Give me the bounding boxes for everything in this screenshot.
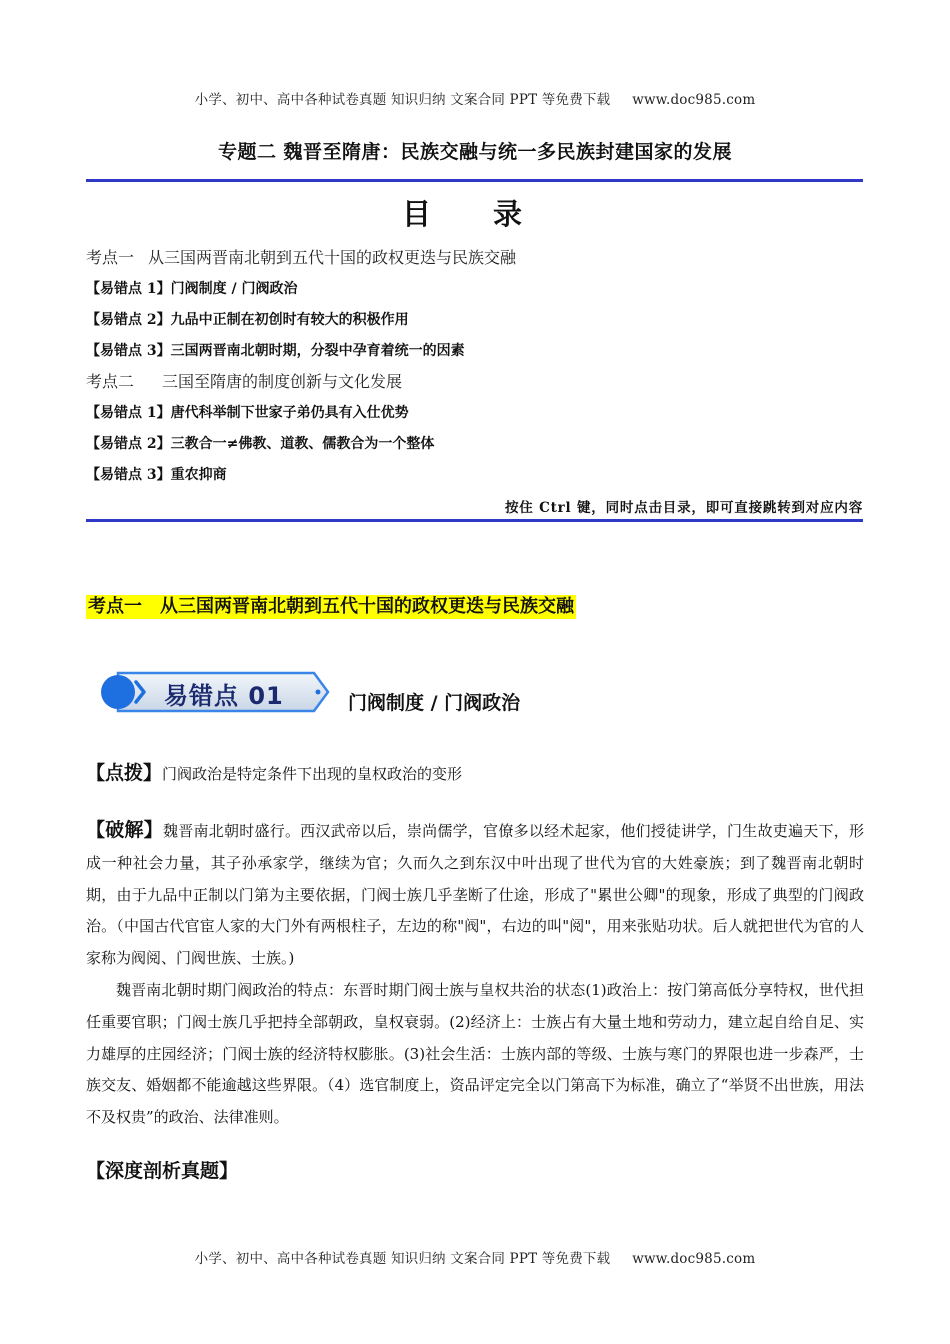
document-title: 专题二 魏晋至隋唐：民族交融与统一多民族封建国家的发展	[217, 141, 733, 163]
toc-section-1[interactable]	[86, 246, 863, 277]
toc-point-2-3[interactable]: 【易错点 3】重农抑商	[86, 467, 227, 483]
toc-point-2-2[interactable]: 【易错点 2】三教合一≠佛教、道教、儒教合为一个整体	[86, 436, 435, 452]
toc-title: 目 录	[401, 197, 549, 231]
error-point-badge	[100, 670, 330, 714]
toc-divider	[86, 519, 863, 522]
toc-section-title: 从三国两晋南北朝到五代十国的政权更迭与民族交融	[148, 248, 517, 267]
analysis-paragraph-1	[86, 815, 864, 975]
header-url[interactable]: www.doc985.com	[632, 92, 756, 108]
analysis-text-1: 魏晋南北朝时盛行。西汉武帝以后，崇尚儒学，官僚多以经术起家，他们授徒讲学，门生故吏遍天下，形成一种社会力量，其子孙承家学，继续为官；久而久之到东汉中叶出现了世代为官的大姓豪族；到了魏晋南北朝时期，由于九品中正制以门第为主要依据，门阀士族几乎垄断了仕途，形成了"累世公卿"的现象，形成了典型的门阀政治。（中国古代官宦人家的大门外有两根柱子，左边的称"阀"，右边的叫"阅"，用来张贴功状。后人就把世代为官的人家称为阀阅、门阀世族、士族。)	[86, 822, 864, 968]
section-title: 从三国两晋南北朝到五代十国的政权更迭与民族交融	[160, 596, 574, 617]
footer-text: 小学、初中、高中各种试卷真题 知识归纳 文案合同 PPT 等免费下载	[194, 1251, 611, 1267]
title-divider	[86, 179, 863, 182]
toc-point-1-2[interactable]: 【易错点 2】九品中正制在初创时有较大的积极作用	[86, 312, 409, 328]
header-text: 小学、初中、高中各种试卷真题 知识归纳 文案合同 PPT 等免费下载	[194, 92, 611, 108]
deep-analysis-heading: 【深度剖析真题】	[86, 1160, 239, 1182]
error-point-topic: 门阀制度 / 门阀政治	[348, 692, 521, 714]
toc-section-2[interactable]	[86, 370, 863, 401]
toc-section-label: 考点一	[86, 248, 135, 267]
page-footer	[0, 1247, 950, 1267]
toc-section-title: 三国至隋唐的制度创新与文化发展	[162, 372, 403, 391]
badge-label: 易错点 01	[164, 682, 284, 710]
tip-label: 【点拨】	[86, 762, 163, 784]
toc-section-label: 考点二	[86, 372, 135, 391]
analysis-label: 【破解】	[86, 819, 163, 841]
footer-url[interactable]: www.doc985.com	[632, 1251, 756, 1267]
page-header	[0, 88, 950, 108]
toc-hint: 按住 Ctrl 键，同时点击目录，即可直接跳转到对应内容	[504, 500, 863, 516]
analysis-block	[86, 815, 864, 1134]
toc-point-1-3[interactable]: 【易错点 3】三国两晋南北朝时期，分裂中孕育着统一的因素	[86, 343, 465, 359]
toc-point-1-1[interactable]: 【易错点 1】门阀制度 / 门阀政治	[86, 281, 298, 297]
toc-point-2-1[interactable]: 【易错点 1】唐代科举制下世家子弟仍具有入仕优势	[86, 405, 409, 421]
analysis-paragraph-2: 魏晋南北朝时期门阀政治的特点：东晋时期门阀士族与皇权共治的状态(1)政治上：按门第高低分享特权，世代担任重要官职；门阀士族几乎把持全部朝政，皇权衰弱。(2)经济上：士族占有大量土地和劳动力，建立起自给自足、实力雄厚的庄园经济；门阀士族的经济特权膨胀。(3)社会生活：士族内部的等级、士族与寒门的界限也进一步森严，士族交友、婚姻都不能逾越这些界限。（4）选官制度上，资品评定完全以门第高下为标准，确立了“举贤不出世族，用法不及权贵”的政治、法律准则。	[86, 980, 864, 1127]
table-of-contents	[86, 246, 863, 494]
tip-text: 门阀政治是特定条件下出现的皇权政治的变形	[162, 765, 463, 783]
section-heading	[86, 595, 576, 619]
section-label: 考点一	[88, 596, 142, 617]
tip-paragraph	[86, 758, 866, 785]
